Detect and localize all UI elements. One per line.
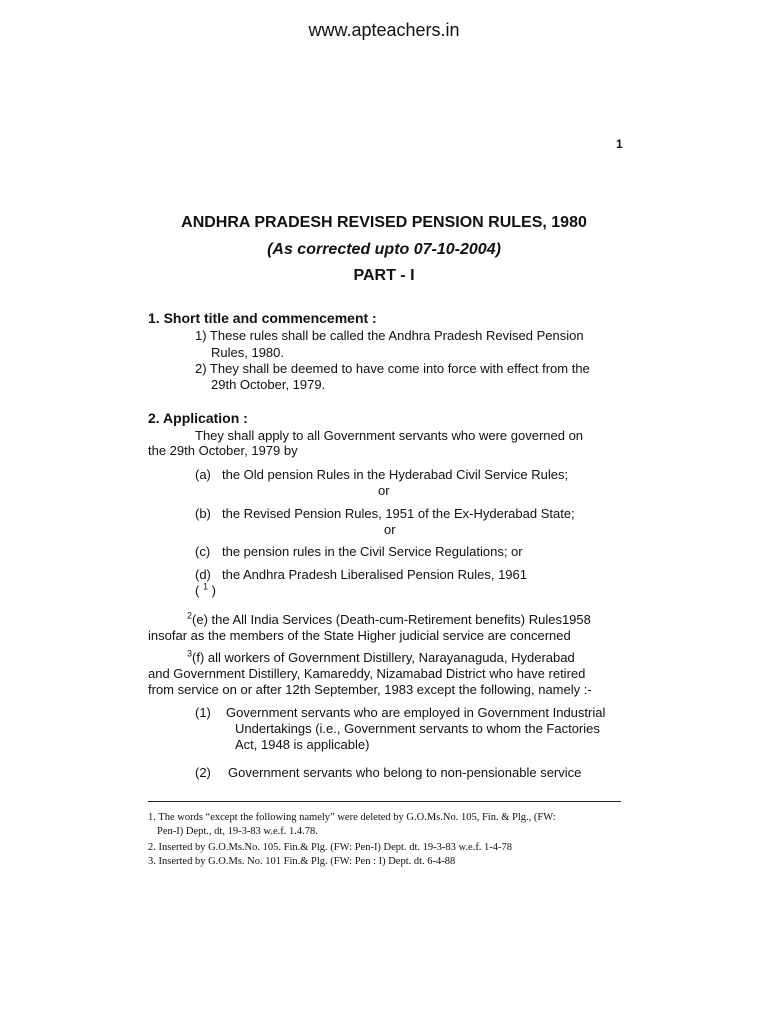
application-item-e-line2: insofar as the members of the State Higher judicial service are concerned	[148, 628, 571, 643]
application-item-f-line2: and Government Distillery, Kamareddy, Nizamabad District who have retired	[148, 666, 586, 681]
application-item-e-line1	[187, 612, 591, 627]
or-separator: or	[384, 522, 396, 537]
item-label: (a)	[195, 467, 211, 482]
section-2-intro-line2: the 29th October, 1979 by	[148, 443, 298, 458]
footnote-marker: 1	[202, 581, 208, 592]
document-subtitle: (As corrected upto 07-10-2004)	[267, 241, 501, 258]
item-f-text: (f) all workers of Government Distillery, Narayanaguda, Hyderabad	[192, 650, 575, 665]
footnote-ref-1	[195, 583, 216, 598]
or-separator: or	[378, 483, 390, 498]
exception-1-line1	[195, 705, 605, 720]
page-number: 1	[616, 137, 623, 151]
footnote-2: 2. Inserted by G.O.Ms.No. 105. Fin.& Plg. (FW: Pen-I) Dept. dt. 19-3-83 w.e.f. 1-4-78	[148, 842, 513, 853]
application-item-f-line1	[187, 650, 575, 665]
exception-2-line1	[195, 765, 581, 780]
footnote-1-line1: 1. The words “except the following namely” were deleted by G.O.Ms.No. 105, Fin. & Plg., (FW:	[148, 812, 556, 823]
footnote-marker: 3	[187, 648, 193, 659]
item-text: the pension rules in the Civil Service Regulations; or	[222, 544, 523, 559]
rule-1-2-line1: 2) They shall be deemed to have come into force with effect from the	[195, 361, 590, 376]
application-item-a	[195, 467, 568, 482]
paren-close: )	[211, 583, 216, 598]
rule-1-1-line2: Rules, 1980.	[211, 345, 284, 360]
section-2-heading: 2. Application :	[148, 410, 248, 426]
exception-1-line2: Undertakings (i.e., Government servants to whom the Factories	[235, 721, 600, 736]
footnote-marker: 2	[187, 610, 193, 621]
section-2-intro-line1: They shall apply to all Government servants who were governed on	[195, 428, 584, 443]
item-text: the Revised Pension Rules, 1951 of the Ex-Hyderabad State;	[222, 506, 575, 521]
item-e-text: (e) the All India Services (Death-cum-Retirement benefits) Rules1958	[192, 612, 591, 627]
footnote-1-line2: Pen-I) Dept., dt, 19-3-83 w.e.f. 1.4.78.	[157, 826, 318, 837]
application-item-f-line3: from service on or after 12th September, 1983 except the following, namely :-	[148, 682, 592, 697]
item-label: (c)	[195, 544, 211, 559]
document-title: ANDHRA PRADESH REVISED PENSION RULES, 1980	[181, 214, 587, 231]
item-label: (2)	[195, 765, 211, 780]
item-text: Government servants who belong to non-pensionable service	[228, 765, 582, 780]
footnote-3: 3. Inserted by G.O.Ms. No. 101 Fin.& Plg. (FW: Pen : I) Dept. dt. 6-4-88	[148, 856, 456, 867]
site-url[interactable]: www.apteachers.in	[308, 20, 460, 40]
item-text: the Old pension Rules in the Hyderabad Civil Service Rules;	[222, 467, 569, 482]
item-text: Government servants who are employed in Government Industrial	[226, 705, 606, 720]
application-item-b	[195, 506, 575, 521]
rule-1-2-line2: 29th October, 1979.	[211, 377, 326, 392]
footnote-divider	[148, 801, 621, 802]
item-text: the Andhra Pradesh Liberalised Pension Rules, 1961	[222, 567, 527, 582]
application-item-d	[195, 567, 527, 582]
paren-open: (	[195, 583, 200, 598]
application-item-c	[195, 544, 523, 559]
item-label: (b)	[195, 506, 211, 521]
part-heading: PART - I	[353, 267, 415, 284]
item-label: (d)	[195, 567, 211, 582]
item-label: (1)	[195, 705, 211, 720]
section-1-heading: 1. Short title and commencement :	[148, 310, 377, 326]
exception-1-line3: Act, 1948 is applicable)	[235, 737, 370, 752]
rule-1-1-line1: 1) These rules shall be called the Andhra Pradesh Revised Pension	[195, 328, 584, 343]
